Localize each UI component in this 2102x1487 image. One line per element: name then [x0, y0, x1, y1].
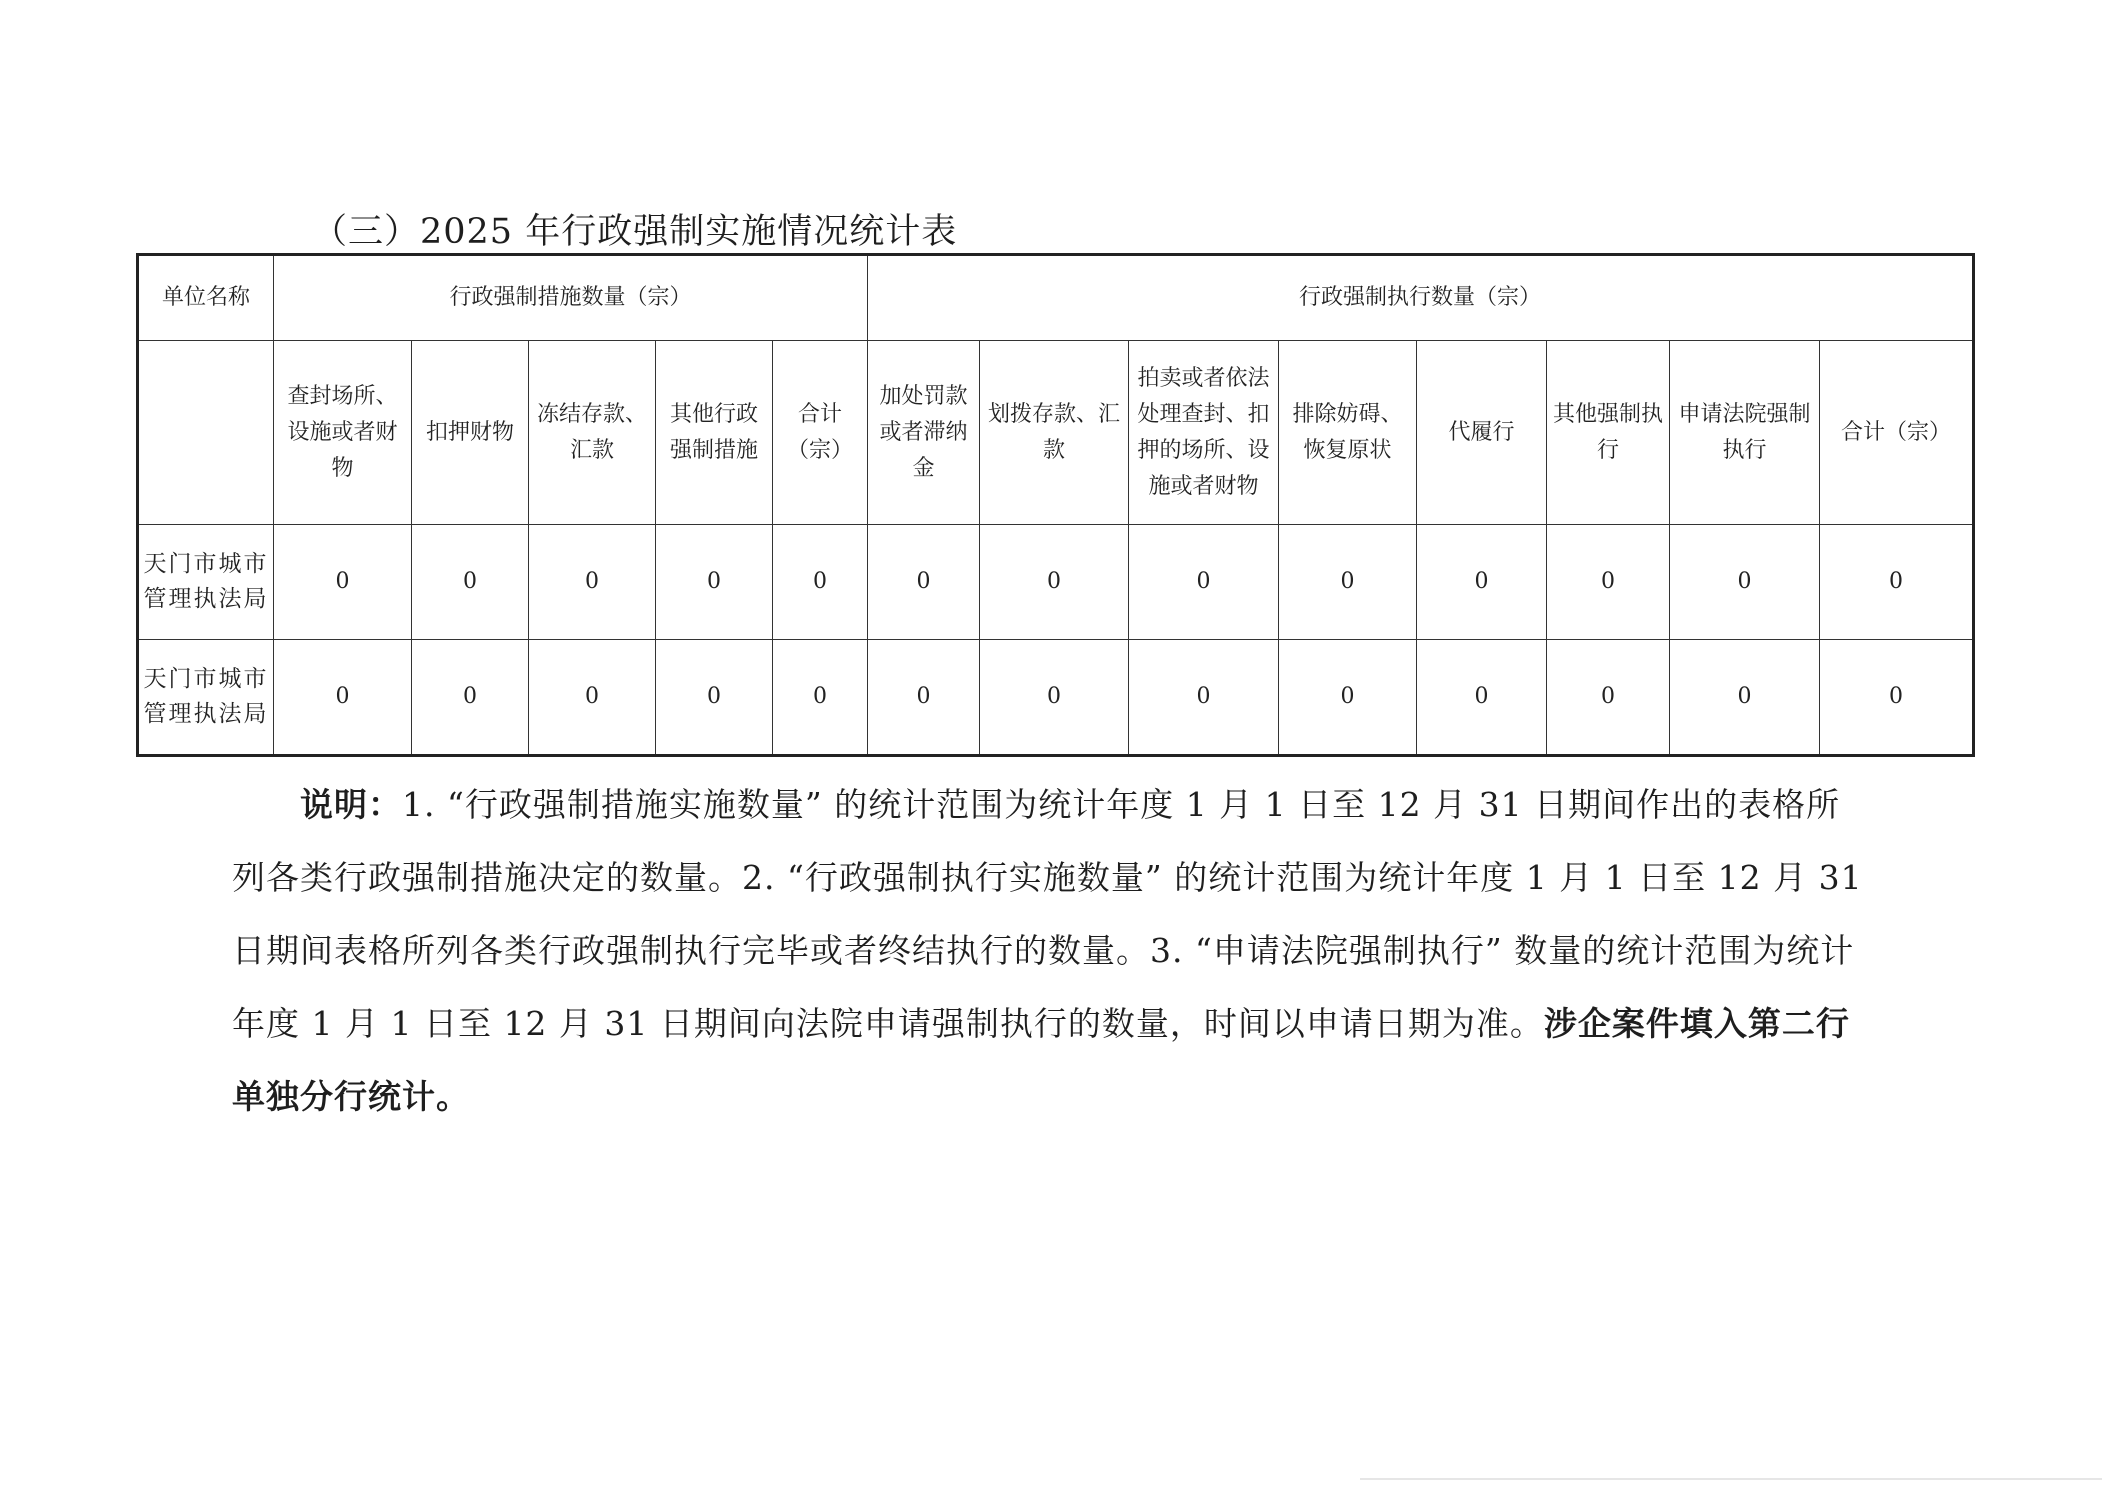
value-cell: 0 — [529, 525, 656, 640]
value-cell: 0 — [1670, 640, 1820, 756]
value-cell: 0 — [529, 640, 656, 756]
page-title: （三）2025 年行政强制实施情况统计表 — [312, 212, 958, 252]
table-group-header-row — [138, 255, 1974, 341]
value-cell: 0 — [1820, 525, 1974, 640]
column-header: 拍卖或者依法处理查封、扣押的场所、设施或者财物 — [1129, 341, 1279, 525]
measures-group-header: 行政强制措施数量（宗） — [274, 255, 868, 341]
column-header: 扣押财物 — [412, 341, 529, 525]
value-cell: 0 — [1129, 525, 1279, 640]
value-cell: 0 — [656, 640, 773, 756]
value-cell: 0 — [656, 525, 773, 640]
value-cell: 0 — [1547, 640, 1670, 756]
column-header: 排除妨碍、恢复原状 — [1279, 341, 1417, 525]
value-cell: 0 — [868, 640, 980, 756]
value-cell: 0 — [980, 525, 1129, 640]
unit-name-header: 单位名称 — [138, 255, 274, 341]
column-header: 划拨存款、汇款 — [980, 341, 1129, 525]
value-cell: 0 — [1670, 525, 1820, 640]
value-cell: 0 — [868, 525, 980, 640]
unit-column-blank — [138, 341, 274, 525]
column-header: 其他行政强制措施 — [656, 341, 773, 525]
value-cell: 0 — [773, 640, 868, 756]
value-cell: 0 — [274, 640, 412, 756]
column-header: 合计（宗） — [1820, 341, 1974, 525]
notes-emphasis: 涉企案件填入第二行单独分行统计。 — [232, 1004, 1850, 1116]
value-cell: 0 — [1129, 640, 1279, 756]
value-cell: 0 — [412, 640, 529, 756]
value-cell: 0 — [1279, 525, 1417, 640]
column-header: 加处罚款或者滞纳金 — [868, 341, 980, 525]
value-cell: 0 — [1417, 525, 1547, 640]
table-row — [138, 640, 1974, 756]
column-header: 代履行 — [1417, 341, 1547, 525]
unit-name-cell: 天门市城市管理执法局 — [138, 640, 274, 756]
column-header: 申请法院强制执行 — [1670, 341, 1820, 525]
column-header: 合计（宗） — [773, 341, 868, 525]
scan-edge-line — [1360, 1478, 2102, 1480]
notes-body: 1. “行政强制措施实施数量” 的统计范围为统计年度 1 月 1 日至 12 月 31 日期间作出的表格所列各类行政强制措施决定的数量。2. “行政强制执行实施数量” 的统计范围为统计年度 1 月 1 日至 12 月 31 日期间表格所列各类行政强制执行完毕或者终结执行的数量。3. “申请法院强制执行” 数量的统计范围为统计年度 1 月 1 日至 12 月 31 日期间向法院申请强制执行的数量，时间以申请日期为准。 — [232, 785, 1863, 1043]
value-cell: 0 — [1547, 525, 1670, 640]
table-row — [138, 525, 1974, 640]
column-header: 冻结存款、汇款 — [529, 341, 656, 525]
value-cell: 0 — [1279, 640, 1417, 756]
value-cell: 0 — [1417, 640, 1547, 756]
value-cell: 0 — [274, 525, 412, 640]
column-header: 其他强制执行 — [1547, 341, 1670, 525]
table-column-header-row — [138, 341, 1974, 525]
value-cell: 0 — [980, 640, 1129, 756]
unit-name-cell: 天门市城市管理执法局 — [138, 525, 274, 640]
value-cell: 0 — [412, 525, 529, 640]
value-cell: 0 — [1820, 640, 1974, 756]
value-cell: 0 — [773, 525, 868, 640]
statistics-table — [136, 253, 1975, 757]
notes-paragraph — [232, 768, 1872, 1133]
column-header: 查封场所、设施或者财物 — [274, 341, 412, 525]
notes-label: 说明： — [300, 785, 402, 824]
execution-group-header: 行政强制执行数量（宗） — [868, 255, 1974, 341]
